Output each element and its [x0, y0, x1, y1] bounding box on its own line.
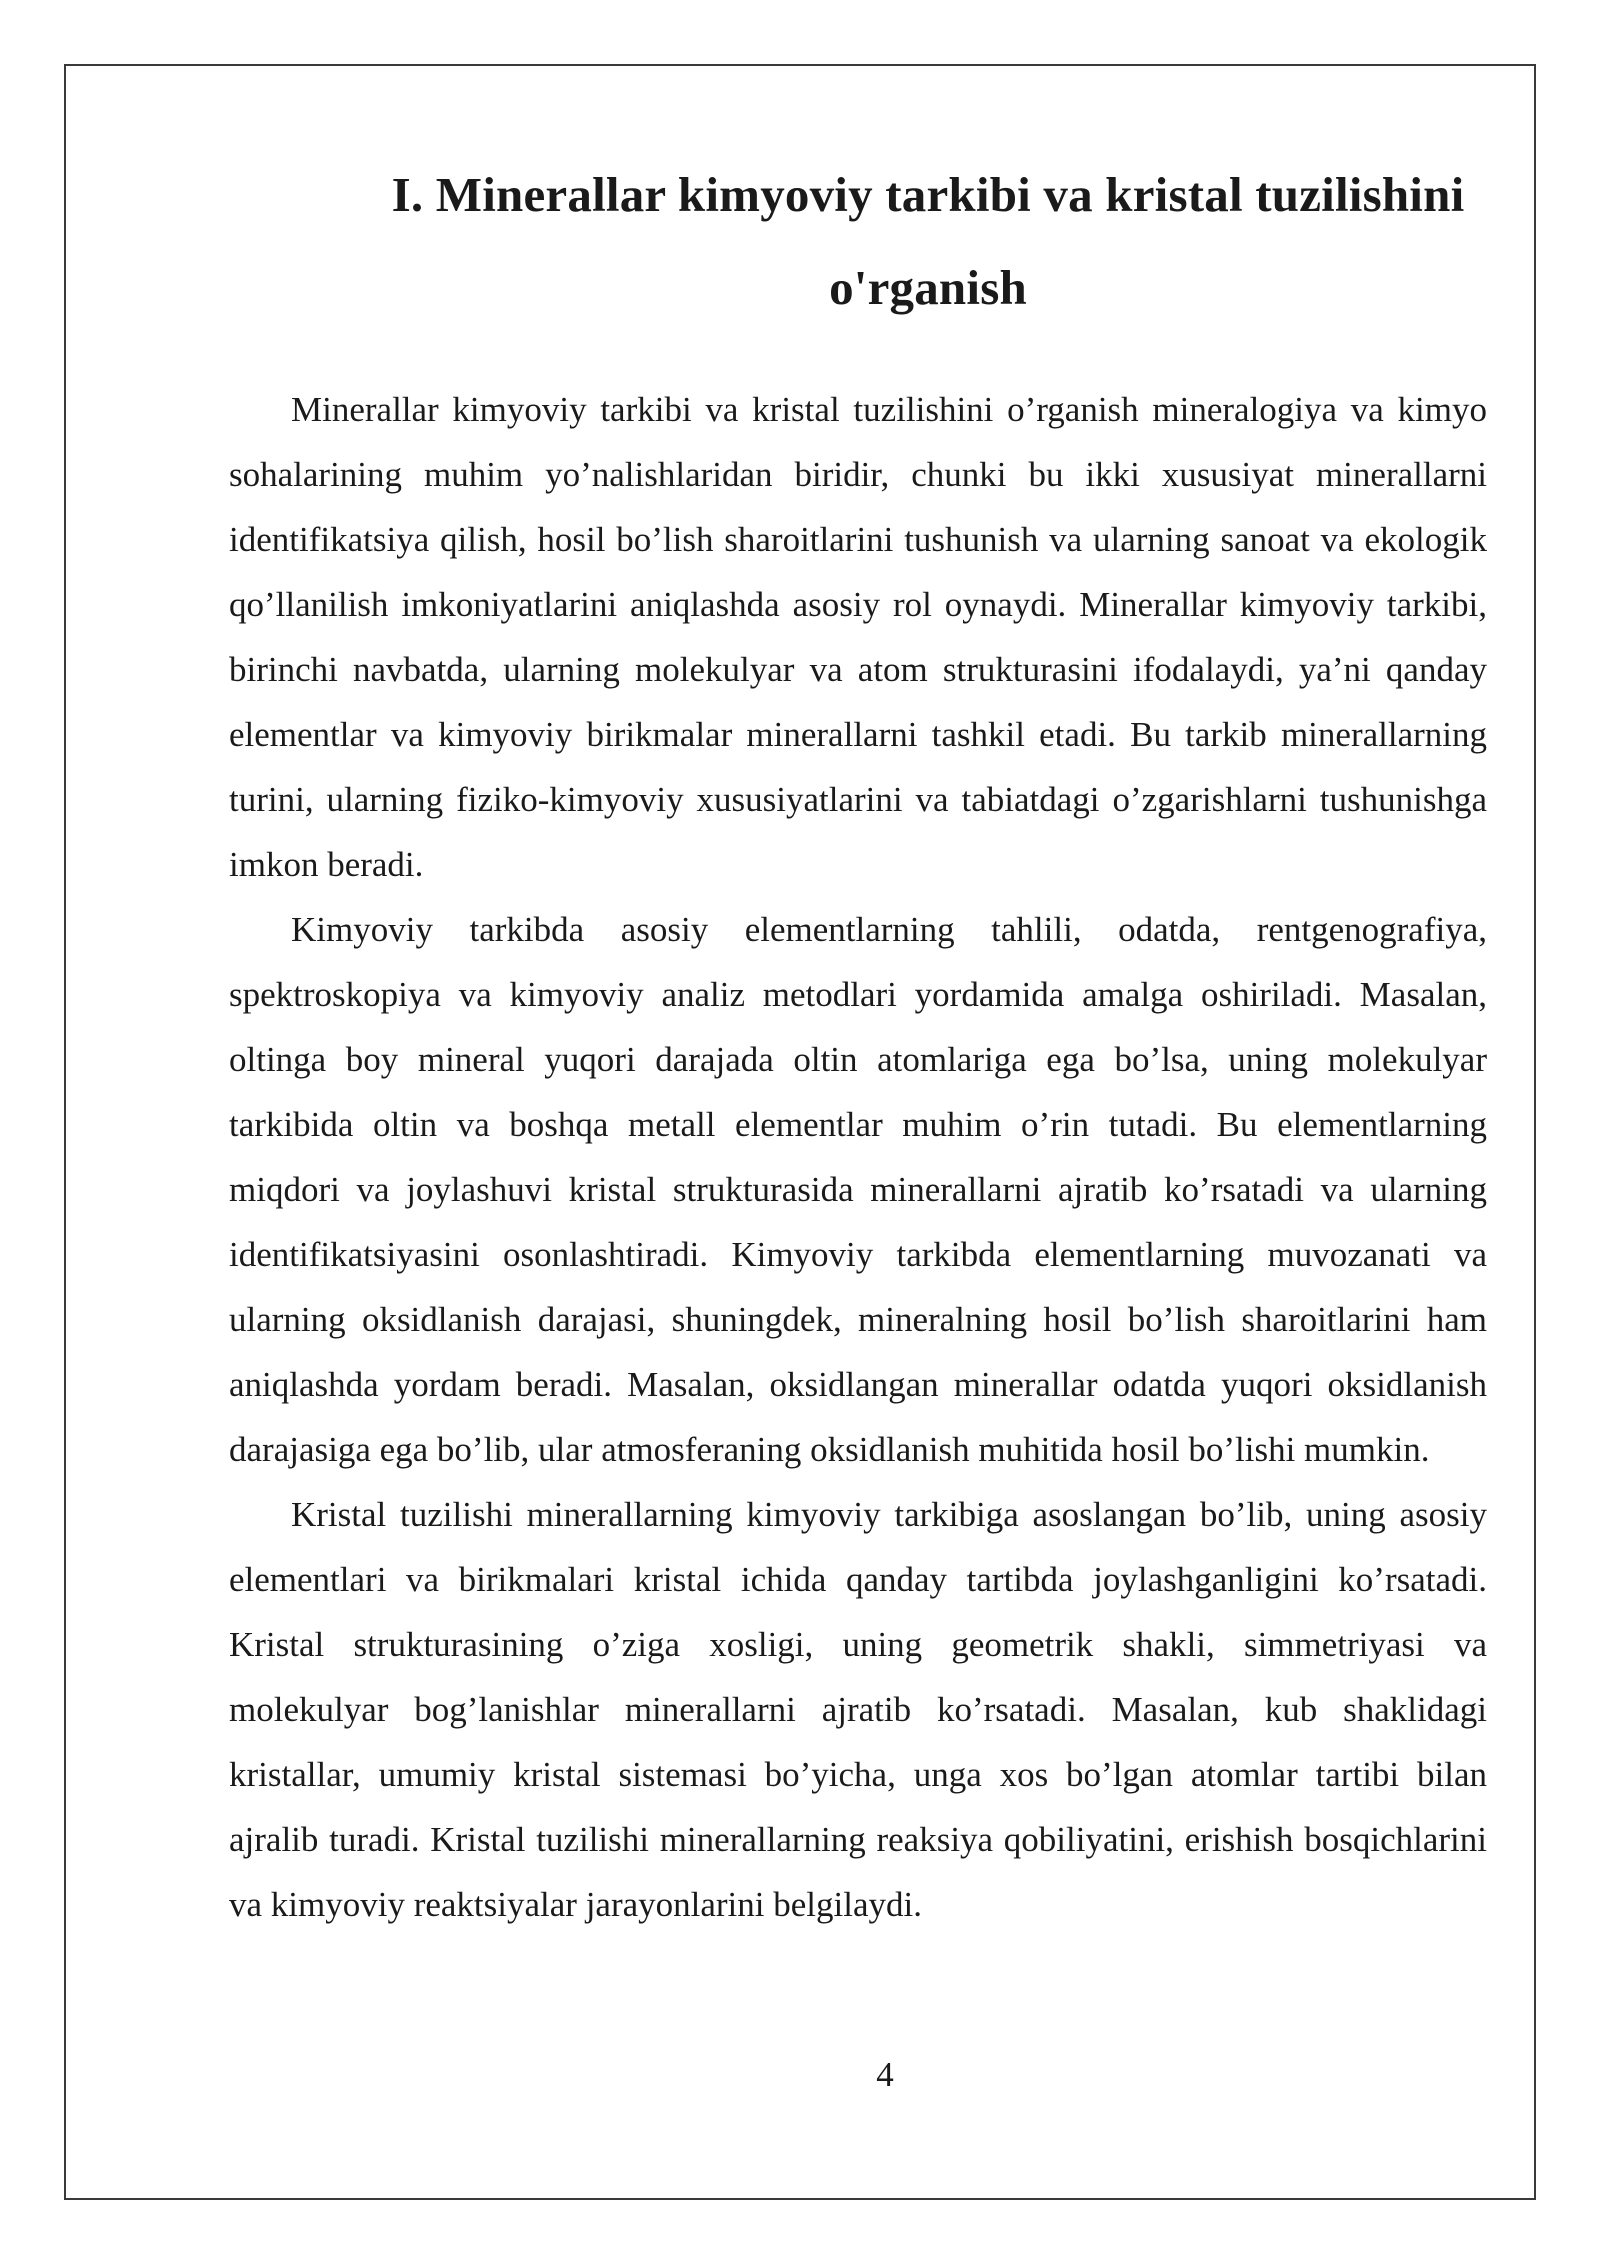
- section-title: [229, 148, 1487, 334]
- paragraph-2: Kimyoviy tarkibda asosiy elementlarning tahlili, odatda, rentgenografiya, spektroskopiya va kimyoviy analiz metodlari yordamida amalga oshiriladi. Masalan, oltinga boy mineral yuqori darajada oltin atomlariga ega bo’lsa, uning molekulyar tarkibida oltin va boshqa metall elementlar muhim o’rin tutadi. Bu elementlarning miqdori va joylashuvi kristal strukturasida minerallarni ajratib ko’rsatadi va ularning identifikatsiyasini osonlashtiradi. Kimyoviy tarkibda elementlarning muvozanati va ularning oksidlanish darajasi, shuningdek, mineralning hosil bo’lish sharoitlarini ham aniqlashda yordam beradi. Masalan, oksidlangan minerallar odatda yuqori oksidlanish darajasiga ega bo’lib, ular atmosferaning oksidlanish muhitida hosil bo’lishi mumkin.: [229, 910, 1487, 1469]
- section-title-line-2: o'rganish: [829, 260, 1027, 315]
- page-number: 4: [876, 2055, 894, 2094]
- body-text: [229, 377, 1487, 1937]
- page-content: [229, 148, 1487, 1937]
- paragraph-1: Minerallar kimyoviy tarkibi va kristal tuzilishini o’rganish mineralogiya va kimyo sohalarining muhim yo’nalishlaridan biridir, chunki bu ikki xususiyat minerallarni identifikatsiya qilish, hosil bo’lish sharoitlarini tushunish va ularning sanoat va ekologik qo’llanilish imkoniyatlarini aniqlashda asosiy rol oynaydi. Minerallar kimyoviy tarkibi, birinchi navbatda, ularning molekulyar va atom strukturasini ifodalaydi, ya’ni qanday elementlar va kimyoviy birikmalar minerallarni tashkil etadi. Bu tarkib minerallarning turini, ularning fiziko-kimyoviy xususiyatlarini va tabiatdagi o’zgarishlarni tushunishga imkon beradi.: [229, 390, 1487, 884]
- section-title-line-1: I. Minerallar kimyoviy tarkibi va kristal tuzilishini: [391, 167, 1465, 222]
- paragraph-3: Kristal tuzilishi minerallarning kimyoviy tarkibiga asoslangan bo’lib, uning asosiy elementlari va birikmalari kristal ichida qanday tartibda joylashganligini ko’rsatadi. Kristal strukturasining o’ziga xosligi, uning geometrik shakli, simmetriyasi va molekulyar bog’lanishlar minerallarni ajratib ko’rsatadi. Masalan, kub shaklidagi kristallar, umumiy kristal sistemasi bo’yicha, unga xos bo’lgan atomlar tartibi bilan ajralib turadi. Kristal tuzilishi minerallarning reaksiya qobiliyatini, erishish bosqichlarini va kimyoviy reaktsiyalar jarayonlarini belgilaydi.: [229, 1495, 1487, 1924]
